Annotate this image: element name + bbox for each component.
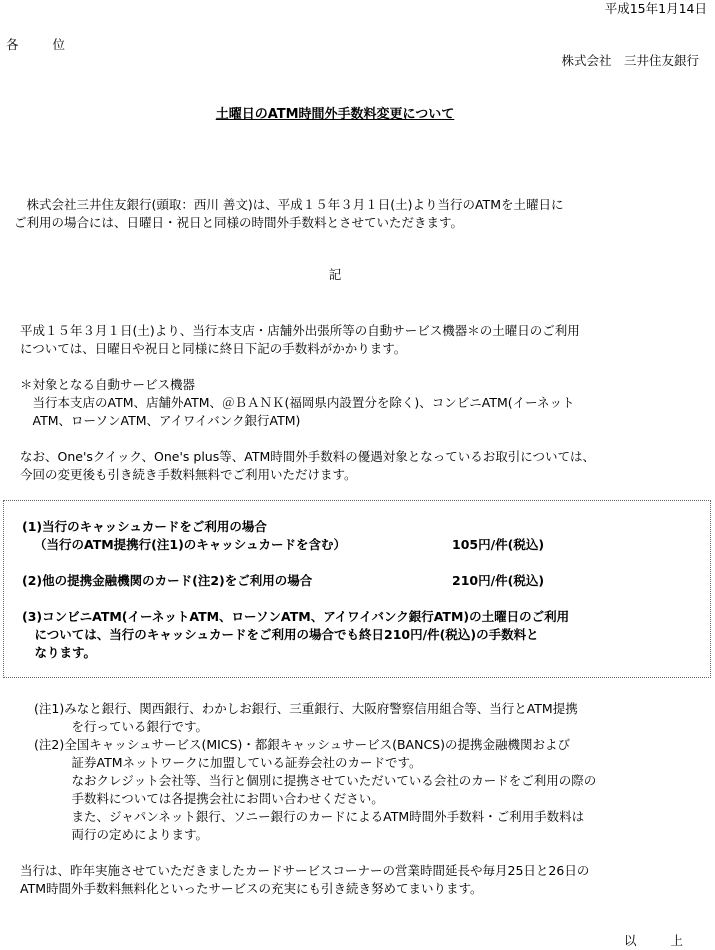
intro-line-1: 株式会社三井住友銀行(頭取：西川 善文)は、平成１５年３月１日(土)より当行のATMを土曜日に xyxy=(14,197,564,212)
closing-char-1: 以 xyxy=(624,933,637,948)
document-title: 土曜日のATM時間外手数料変更について xyxy=(215,107,455,122)
note-line: (注1)みなと銀行、関西銀行、わかしお銀行、三重銀行、大阪府警察信用組合等、当行とATM提携 xyxy=(34,701,578,716)
target-line-2: ATM、ローソンATM、アイワイバンク銀行ATM) xyxy=(20,413,301,428)
target-heading: ＊対象となる自動サービス機器 xyxy=(20,377,196,392)
body2-line-2: 今回の変更後も引き続き手数料無料でご利用いただけます。 xyxy=(20,467,357,482)
closing-mark xyxy=(624,932,683,950)
body2-line-1: なお、One'sクイック、One's plus等、ATM時間外手数料の優遇対象となっているお取引については、 xyxy=(20,449,595,464)
body1-line-2: については、日曜日や祝日と同様に終日下記の手数料がかかります。 xyxy=(20,341,407,356)
addressee-char-2: 位 xyxy=(52,37,66,52)
closing-para-line-2: ATM時間外手数料無料化といったサービスの充実にも引き続き努めてまいります。 xyxy=(20,881,483,896)
addressee-char-1: 各 xyxy=(6,37,19,52)
ki-heading: 記 xyxy=(328,267,342,282)
closing-char-2: 上 xyxy=(670,933,684,948)
fee-item-1-sub: （当行のATM提携行(注1)のキャッシュカードを含む） xyxy=(34,537,347,552)
fee-box xyxy=(3,500,711,678)
fee-item-2-title: (2)他の提携金融機関のカード(注2)をご利用の場合 xyxy=(22,573,313,588)
fee-item-3-line-3: なります。 xyxy=(22,645,97,660)
fee-item-1-title: (1)当行のキャッシュカードをご利用の場合 xyxy=(22,519,267,534)
note-line: なおクレジット会社等、当行と個別に提携させていただいている会社のカードをご利用の際の xyxy=(34,773,597,788)
fee-item-1-amount: 105円/件(税込) xyxy=(452,537,545,552)
target-line-1: 当行本支店のATM、店舗外ATM、＠ＢＡＮＫ(福岡県内設置分を除く)、コンビニATM(イーネット xyxy=(20,395,575,410)
note-line: 両行の定めによります。 xyxy=(34,827,209,842)
sender-name: 株式会社 三井住友銀行 xyxy=(561,53,699,68)
note-line: また、ジャパンネット銀行、ソニー銀行のカードによるATM時間外手数料・ご利用手数料は xyxy=(34,809,585,824)
fee-item-3-line-1: (3)コンビニATM(イーネットATM、ローソンATM、アイワイバンク銀行ATM)の土曜日のご利用 xyxy=(22,609,570,624)
fee-item-3-line-2: については、当行のキャッシュカードをご利用の場合でも終日210円/件(税込)の手数料と xyxy=(22,627,539,642)
note-line: を行っている銀行です。 xyxy=(34,719,209,734)
fee-item-2-amount: 210円/件(税込) xyxy=(452,573,545,588)
intro-line-2: ご利用の場合には、日曜日・祝日と同様の時間外手数料とさせていただきます。 xyxy=(14,215,464,230)
body1-line-1: 平成１５年３月１日(土)より、当行本支店・店舗外出張所等の自動サービス機器＊の土曜日のご利用 xyxy=(20,323,580,338)
note-line: 手数料については各提携会社にお問い合わせください。 xyxy=(34,791,384,806)
note-line: 証券ATMネットワークに加盟している証券会社のカードです。 xyxy=(34,755,422,770)
note-line: (注2)全国キャッシュサービス(MICS)・都銀キャッシュサービス(BANCS)の提携金融機関および xyxy=(34,737,570,752)
addressee xyxy=(6,36,65,54)
closing-para-line-1: 当行は、昨年実施させていただきましたカードサービスコーナーの営業時間延長や毎月25日と26日の xyxy=(20,863,590,878)
document-date: 平成15年1月14日 xyxy=(604,1,707,16)
